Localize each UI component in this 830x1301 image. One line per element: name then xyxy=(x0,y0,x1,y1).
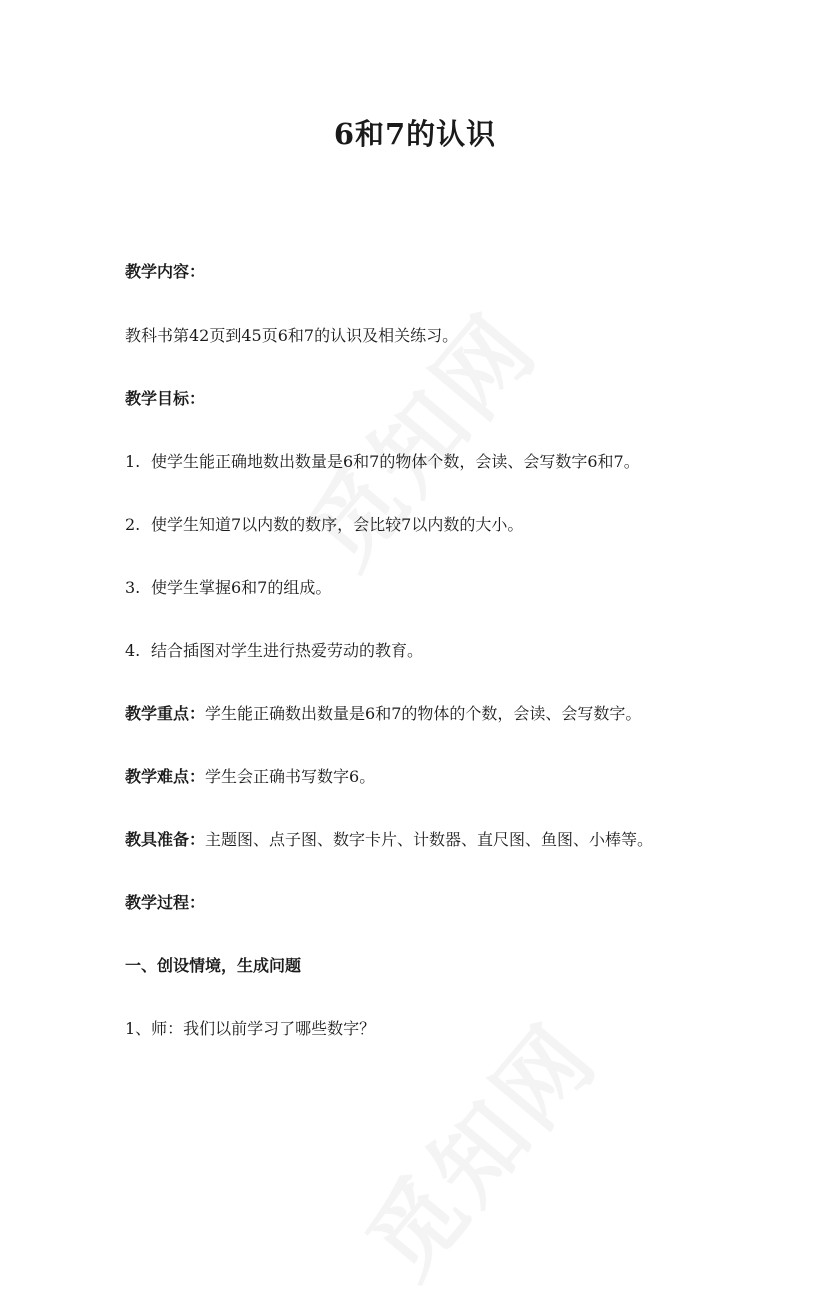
goal-number: 3. xyxy=(125,578,141,597)
goal-item-2 xyxy=(125,514,523,536)
goal-text: 使学生知道7以内数的数序，会比较7以内数的大小。 xyxy=(151,515,524,534)
content-text: 教科书第42页到45页6和7的认识及相关练习。 xyxy=(125,326,459,345)
goal-item-3 xyxy=(125,577,331,599)
goal-number: 2. xyxy=(125,515,141,534)
watermark xyxy=(332,991,622,1301)
key-point-label: 教学重点： xyxy=(125,704,206,723)
goal-text: 使学生能正确地数出数量是6和7的物体个数，会读、会写数字6和7。 xyxy=(151,452,640,471)
key-point-line xyxy=(125,703,641,725)
goal-number: 1. xyxy=(125,452,141,471)
key-point-text: 学生能正确数出数量是6和7的物体的个数，会读、会写数字。 xyxy=(205,704,642,723)
difficulty-line xyxy=(125,766,375,788)
content-label: 教学内容： xyxy=(125,262,206,281)
goal-text: 使学生掌握6和7的组成。 xyxy=(151,578,332,597)
document-title: 6和7的认识 xyxy=(333,117,497,151)
tools-label: 教具准备： xyxy=(125,830,206,849)
step1-item: 1、师：我们以前学习了哪些数字？ xyxy=(125,1019,376,1038)
process-label: 教学过程： xyxy=(125,893,206,912)
goals-label: 教学目标： xyxy=(125,389,206,408)
difficulty-label: 教学难点： xyxy=(125,767,206,786)
goal-item-4 xyxy=(125,640,423,662)
goal-item-1 xyxy=(125,451,640,473)
step1-heading: 一、创设情境，生成问题 xyxy=(125,956,302,975)
goal-text: 结合插图对学生进行热爱劳动的教育。 xyxy=(151,641,424,660)
tools-line xyxy=(125,829,653,851)
tools-text: 主题图、点子图、数字卡片、计数器、直尺图、鱼图、小棒等。 xyxy=(205,830,654,849)
goal-number: 4. xyxy=(125,641,141,660)
difficulty-text: 学生会正确书写数字6。 xyxy=(205,767,376,786)
